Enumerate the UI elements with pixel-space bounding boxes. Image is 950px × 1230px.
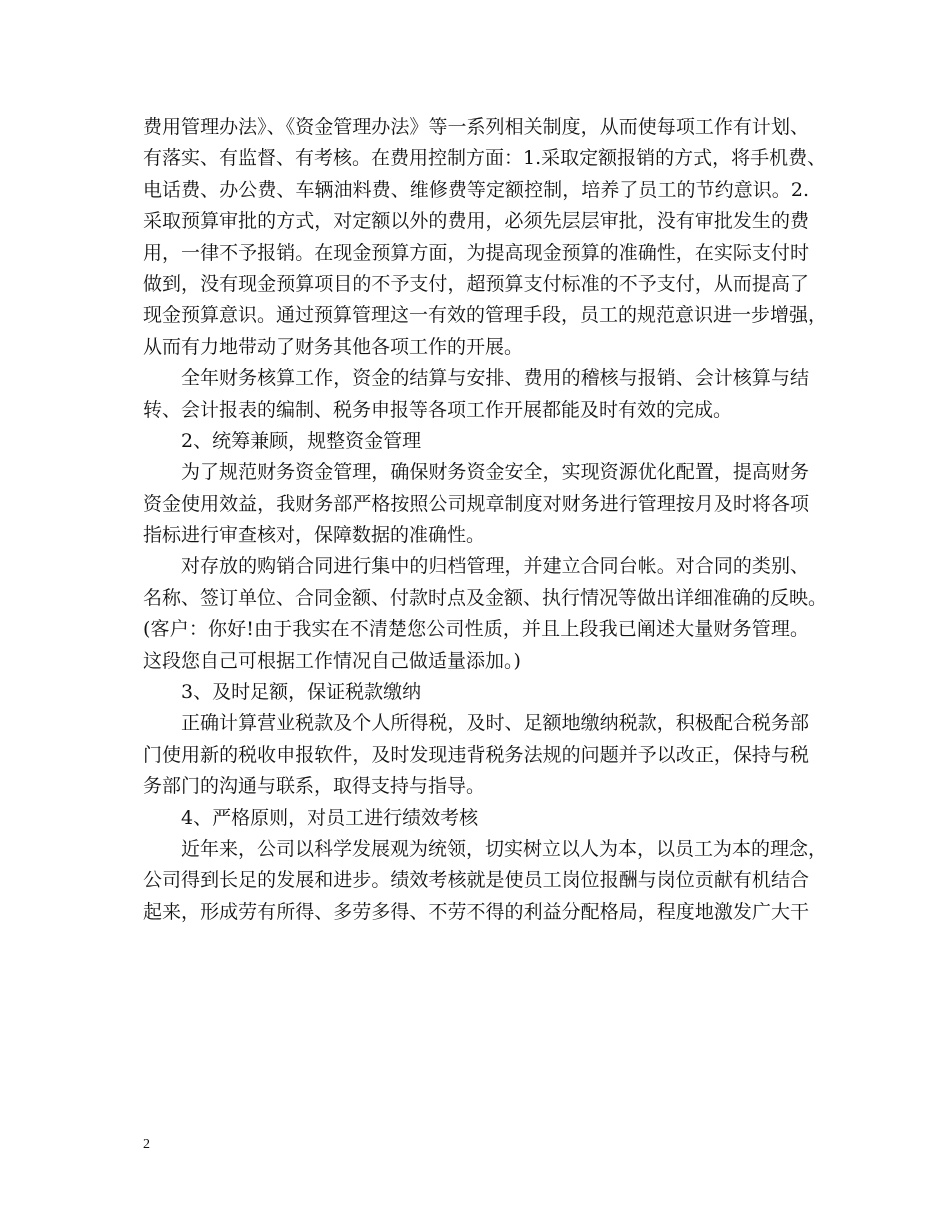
text-line: 采取预算审批的方式，对定额以外的费用，必须先层层审批，没有审批发生的费 bbox=[143, 210, 809, 233]
text-line: 对存放的购销合同进行集中的归档管理，并建立合同台帐。对合同的类别、 bbox=[181, 555, 809, 578]
text-line: 指标进行审查核对，保障数据的准确性。 bbox=[143, 524, 486, 547]
text-line: 电话费、办公费、车辆油料费、维修费等定额控制，培养了员工的节约意识。2. bbox=[143, 178, 809, 201]
text-line: (客户：你好!由于我实在不清楚您公司性质，并且上段我已阐述大量财务管理。 bbox=[143, 618, 809, 641]
text-line: 做到，没有现金预算项目的不予支付，超预算支付标准的不予支付，从而提高了 bbox=[143, 272, 809, 295]
text-line: 起来，形成劳有所得、多劳多得、不劳不得的利益分配格局，程度地激发广大干 bbox=[143, 900, 809, 923]
text-line: 从而有力地带动了财务其他各项工作的开展。 bbox=[143, 335, 524, 358]
text-line: 费用管理办法》、《资金管理办法》等一系列相关制度，从而使每项工作有计划、 bbox=[143, 116, 809, 138]
text-line: 务部门的沟通与联系，取得支持与指导。 bbox=[143, 775, 486, 798]
text-line: 4、严格原则，对员工进行绩效考核 bbox=[181, 806, 479, 829]
text-line: 这段您自己可根据工作情况自己做适量添加。) bbox=[143, 649, 521, 672]
document-body bbox=[143, 112, 828, 928]
text-line: 转、会计报表的编制、税务申报等各项工作开展都能及时有效的完成。 bbox=[143, 398, 733, 421]
text-line: 为了规范财务资金管理，确保财务资金安全，实现资源优化配置，提高财务 bbox=[181, 461, 809, 484]
text-line: 2、统筹兼顾，规整资金管理 bbox=[181, 429, 422, 452]
text-line: 用，一律不予报销。在现金预算方面，为提高现金预算的准确性，在实际支付时 bbox=[143, 241, 809, 264]
text-line: 现金预算意识。通过预算管理这一有效的管理手段，员工的规范意识进一步增强， bbox=[143, 304, 828, 327]
text-line: 全年财务核算工作，资金的结算与安排、费用的稽核与报销、会计核算与结 bbox=[181, 367, 809, 390]
text-line: 3、及时足额，保证税款缴纳 bbox=[181, 681, 422, 704]
text-line: 有落实、有监督、有考核。在费用控制方面：1.采取定额报销的方式，将手机费、 bbox=[143, 147, 827, 170]
text-line: 正确计算营业税款及个人所得税，及时、足额地缴纳税款，积极配合税务部 bbox=[181, 712, 809, 735]
text-line: 近年来，公司以科学发展观为统领，切实树立以人为本，以员工为本的理念， bbox=[181, 837, 828, 860]
text-line: 公司得到长足的发展和进步。绩效考核就是使员工岗位报酬与岗位贡献有机结合 bbox=[143, 869, 809, 892]
text-line: 资金使用效益，我财务部严格按照公司规章制度对财务进行管理按月及时将各项 bbox=[143, 492, 809, 515]
text-line: 名称、签订单位、合同金额、付款时点及金额、执行情况等做出详细准确的反映。 bbox=[143, 586, 828, 609]
text-line: 门使用新的税收申报软件，及时发现违背税务法规的问题并予以改正，保持与税 bbox=[143, 743, 809, 766]
page-number: 2 bbox=[143, 1137, 150, 1152]
